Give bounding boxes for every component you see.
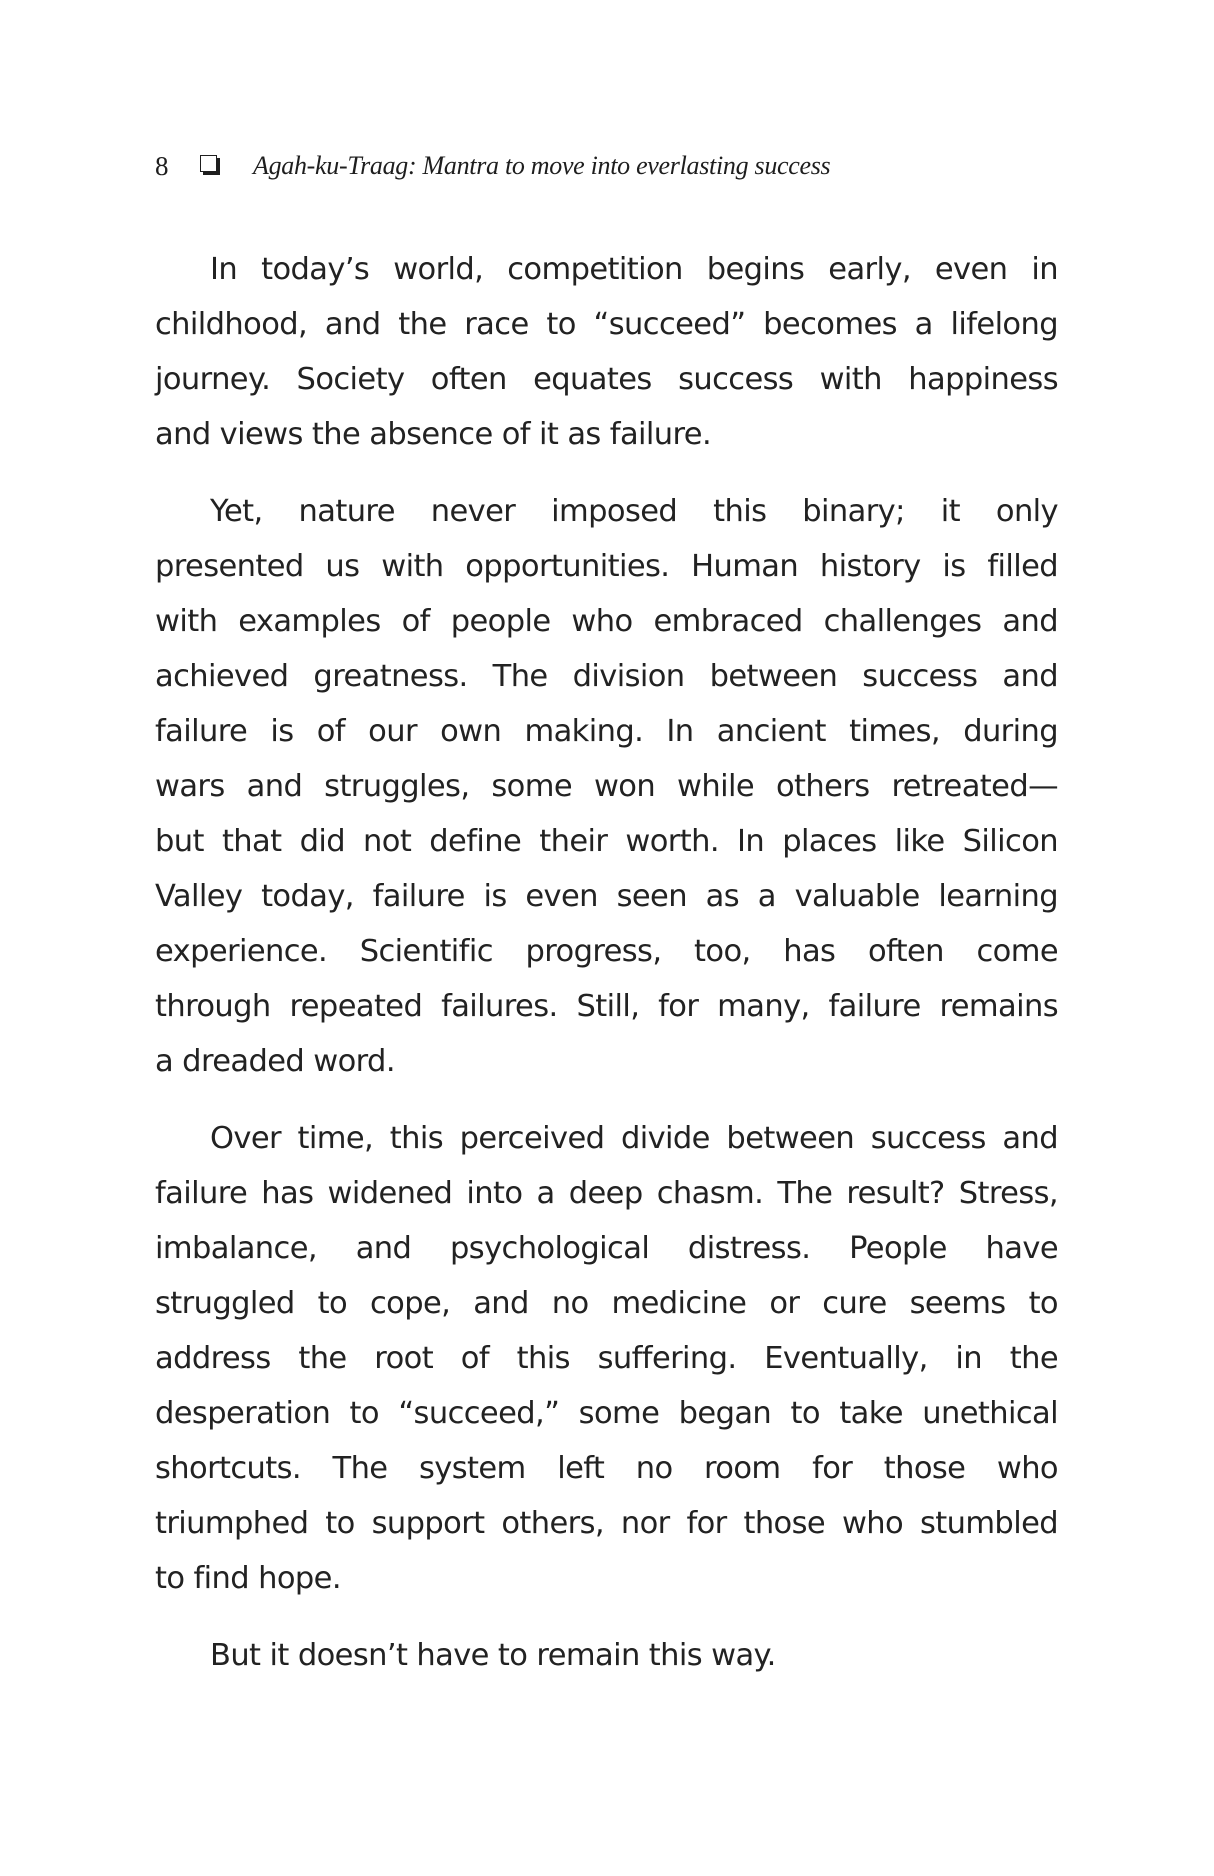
text-line: achieved greatness. The division between success and	[155, 659, 1058, 694]
text-line: Valley today, failure is even seen as a valuable learning	[155, 879, 1058, 914]
text-line: triumphed to support others, nor for those who stumbled	[155, 1506, 1058, 1541]
text-line: but that did not define their worth. In places like Silicon	[155, 824, 1058, 859]
text-line: failure is of our own making. In ancient times, during	[155, 714, 1058, 749]
text-line: imbalance, and psychological distress. People have	[155, 1231, 1058, 1266]
running-title: Agah-ku-Traag: Mantra to move into everlasting success	[253, 151, 831, 180]
text-line: desperation to “succeed,” some began to take unethical	[155, 1396, 1058, 1431]
text-line: to find hope.	[155, 1561, 341, 1596]
text-line: childhood, and the race to “succeed” becomes a lifelong	[155, 307, 1058, 342]
text-line: address the root of this suffering. Eventually, in the	[155, 1341, 1058, 1376]
running-header	[155, 148, 830, 184]
text-line: and views the absence of it as failure.	[155, 417, 712, 452]
text-line: shortcuts. The system left no room for those who	[155, 1451, 1058, 1486]
text-line: presented us with opportunities. Human history is filled	[155, 549, 1058, 584]
box-bullet-icon	[200, 155, 220, 175]
text-line: In today’s world, competition begins early, even in	[210, 252, 1058, 287]
text-line: wars and struggles, some won while others retreated—	[155, 769, 1058, 804]
text-line: Yet, nature never imposed this binary; it only	[210, 494, 1058, 529]
text-line: failure has widened into a deep chasm. The result? Stress,	[155, 1176, 1058, 1211]
text-line: with examples of people who embraced challenges and	[155, 604, 1058, 639]
text-line: through repeated failures. Still, for many, failure remains	[155, 989, 1058, 1024]
text-line: Over time, this perceived divide between success and	[210, 1121, 1058, 1156]
text-line: But it doesn’t have to remain this way.	[210, 1638, 776, 1673]
text-line: journey. Society often equates success with happiness	[155, 362, 1058, 397]
page-number: 8	[155, 150, 169, 181]
text-line: struggled to cope, and no medicine or cure seems to	[155, 1286, 1058, 1321]
text-line: experience. Scientific progress, too, has often come	[155, 934, 1058, 969]
text-line: a dreaded word.	[155, 1044, 395, 1079]
